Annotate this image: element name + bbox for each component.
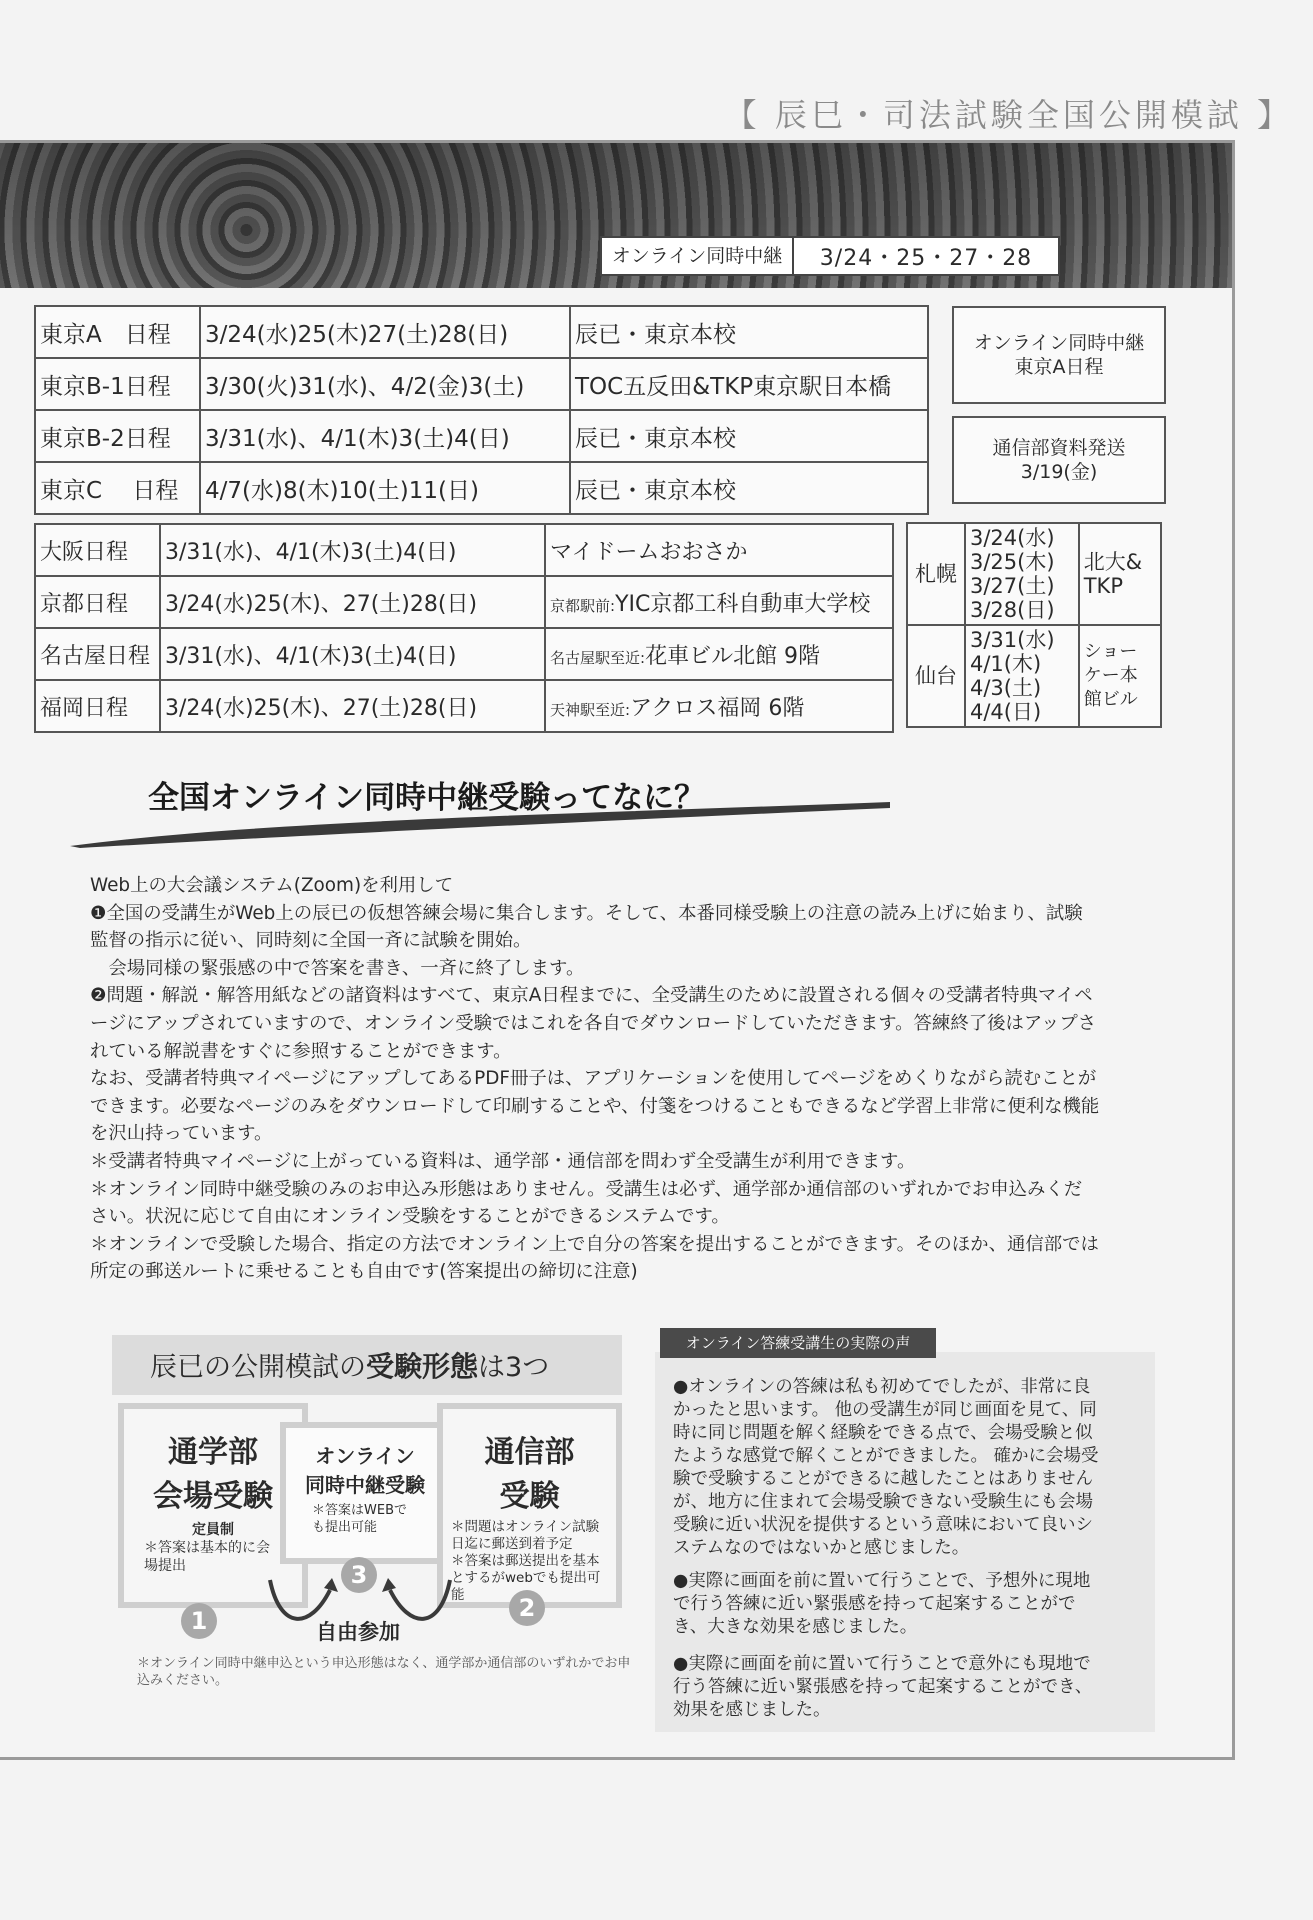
form-note: ＊答案は郵送提出を基本とするがwebでも提出可能 <box>451 1553 601 1603</box>
schedule-name: 東京B-2日程 <box>35 410 200 462</box>
schedule-venue <box>545 524 893 576</box>
date-line: 3/27(土) <box>970 574 1055 598</box>
form-title: 通信部 <box>484 1435 575 1470</box>
schedule-dates: 3/31(水)、4/1(木)3(土)4(日) <box>160 524 545 576</box>
schedule-venue: 辰已・東京本校 <box>570 410 928 462</box>
form-title: オンライン <box>315 1444 415 1468</box>
online-box-line1: オンライン同時中継 <box>973 332 1145 354</box>
body-paragraph: なお、受講者特典マイページにアップしてあるPDF冊子は、アプリケーションを使用してページをめくりながら読むことができます。必要なページのみをダウンロードして印刷することや、付箋をつけることもできるなど学習上非常に便利な機能を沢山持っています。 <box>90 1068 1100 1145</box>
schedule-dates: 3/24(水)25(木)、27(土)28(日) <box>160 680 545 732</box>
city-name: 札幌 <box>907 523 965 625</box>
form-note: ＊答案はWEBでも提出可能 <box>312 1503 407 1535</box>
voice-item: ●実際に画面を前に置いて行うことで意外にも現地で行う答練に近い緊張感を持って起案することができ、効果を感じました。 <box>673 1654 1093 1720</box>
schedule-venue: 辰已・東京本校 <box>570 462 928 514</box>
form-note: ＊答案は基本的に会場提出 <box>144 1540 270 1574</box>
form-number-1: 1 <box>181 1603 217 1639</box>
schedule-venue: 辰已・東京本校 <box>570 306 928 358</box>
venue-line: TKP <box>1083 574 1123 598</box>
city-venue <box>1079 523 1161 625</box>
forms-footnote: ＊オンライン同時中継申込という申込形態はなく、通学部か通信部のいずれかでお申込みください。 <box>137 1656 631 1688</box>
date-line: 4/4(日) <box>970 700 1042 724</box>
online-badge-label: オンライン同時中継 <box>602 238 794 274</box>
venue-line: ケー本 <box>1083 665 1138 686</box>
table-row <box>35 628 893 680</box>
form-title: 同時中継受験 <box>305 1473 425 1497</box>
venue-line: ショー <box>1083 641 1138 662</box>
voice-item: ●実際に画面を前に置いて行うことで、予想外に現地で行う答練に近い緊張感を持って起案することができ、大きな効果を感じました。 <box>673 1571 1091 1637</box>
table-row <box>35 306 928 358</box>
schedule-name: 名古屋日程 <box>35 628 160 680</box>
table-row <box>35 576 893 628</box>
venue-line: 館ビル <box>1083 689 1138 710</box>
forms-title-bold: 受験形態 <box>366 1350 479 1383</box>
city-venue <box>1079 625 1161 727</box>
mail-box-line1: 通信部資料発送 <box>992 437 1126 459</box>
body-paragraph: ＊オンライン同時中継受験のみのお申込み形態はありません。受講生は必ず、通学部か通信部のいずれかでお申込みください。状況に応じて自由にオンライン受験をすることができるシステムです。 <box>90 1178 1083 1228</box>
city-name: 仙台 <box>907 625 965 727</box>
venue-name: 花車ビル北館 9階 <box>645 643 821 669</box>
venue-prefix: 京都駅前: <box>550 596 616 615</box>
schedule-dates: 4/7(水)8(木)10(土)11(日) <box>200 462 570 514</box>
free-participation-label: 自由参加 <box>316 1620 400 1644</box>
table-row <box>907 625 1161 727</box>
section-heading: 全国オンライン同時中継受験ってなに？ <box>148 780 706 816</box>
schedule-venue <box>545 628 893 680</box>
table-row <box>907 523 1161 625</box>
date-line: 3/24(水) <box>970 526 1055 550</box>
section-body <box>90 872 1100 1286</box>
schedule-name: 東京A 日程 <box>35 306 200 358</box>
regional-schedule-table <box>34 523 894 733</box>
table-row <box>35 462 928 514</box>
schedule-venue <box>545 680 893 732</box>
venue-name: アクロス福岡 6階 <box>630 695 805 721</box>
form-number-3: 3 <box>341 1557 377 1593</box>
body-paragraph: ＊受講者特典マイページに上がっている資料は、通学部・通信部を問わず全受講生が利用できます。 <box>90 1150 916 1172</box>
schedule-venue <box>545 576 893 628</box>
form-title: 通学部 <box>168 1435 258 1470</box>
date-line: 3/28(日) <box>970 598 1055 622</box>
table-row <box>35 358 928 410</box>
schedule-dates: 3/31(水)、4/1(木)3(土)4(日) <box>160 628 545 680</box>
body-paragraph: ＊オンラインで受験した場合、指定の方法でオンライン上で自分の答案を提出することができます。そのほか、通信部では所定の郵送ルートに乗せることも自由です(答案提出の締切に注意) <box>90 1233 1099 1283</box>
venue-line: 北大& <box>1083 550 1143 574</box>
date-line: 3/25(木) <box>970 550 1055 574</box>
table-row <box>35 410 928 462</box>
table-row <box>35 524 893 576</box>
voices-label: オンライン答練受講生の実際の声 <box>660 1328 936 1358</box>
date-line: 4/1(木) <box>970 652 1042 676</box>
form-title: 受験 <box>499 1479 560 1514</box>
tokyo-schedule-table <box>34 305 929 515</box>
schedule-dates: 3/24(水)25(木)27(土)28(日) <box>200 306 570 358</box>
form-note: ＊問題はオンライン試験日迄に郵送到着予定 <box>451 1519 600 1552</box>
schedule-name: 福岡日程 <box>35 680 160 732</box>
city-dates <box>965 625 1079 727</box>
date-line: 4/3(土) <box>970 676 1042 700</box>
form-box-correspondence <box>437 1403 622 1608</box>
online-broadcast-box <box>952 306 1166 404</box>
city-dates <box>965 523 1079 625</box>
schedule-name: 大阪日程 <box>35 524 160 576</box>
schedule-dates: 3/30(火)31(水)、4/2(金)3(土) <box>200 358 570 410</box>
schedule-name: 東京B-1日程 <box>35 358 200 410</box>
forms-title-post: は3つ <box>478 1352 550 1383</box>
schedule-name: 京都日程 <box>35 576 160 628</box>
venue-prefix: 名古屋駅至近: <box>550 648 646 667</box>
body-paragraph: ❶全国の受講生がWeb上の辰已の仮想答練会場に集合します。そして、本番同様受験上の注意の読み上げに始まり、試験監督の指示に従い、同時刻に全国一斉に試験を開始。 <box>90 902 1083 952</box>
schedule-name: 東京C 日程 <box>35 462 200 514</box>
form-sub: 定員制 <box>192 1522 234 1538</box>
page-header-title: 【 辰巳・司法試験全国公開模試 】 <box>724 96 1293 134</box>
online-broadcast-badge <box>600 236 1060 276</box>
mail-dispatch-box <box>952 416 1166 504</box>
table-row <box>35 680 893 732</box>
online-badge-dates: 3/24・25・27・28 <box>819 245 1033 271</box>
form-number-2: 2 <box>509 1590 545 1626</box>
schedule-venue: TOC五反田&TKP東京駅日本橋 <box>570 358 928 410</box>
voice-item: ●オンラインの答練は私も初めてでしたが、非常に良かったと思います。 他の受講生が同じ画面を見て、同時に同じ問題を解く経験をできる点で、会場受験と似たような感覚で解くことができました。 確かに会場受験で受験することができるに越したことはありませんが、地方に住まれて会場受験できない受験生にも会場受験に近い状況を提供するという意味において良いシステムなのではないかと感じました。 <box>673 1377 1099 1558</box>
forms-title <box>150 1345 549 1385</box>
body-paragraph: ❷問題・解説・解答用紙などの諸資料はすべて、東京A日程までに、全受講生のために設置される個々の受講者特典マイページにアップされていますので、オンライン受験ではこれを各自でダウンロードしていただきます。答練終了後はアップされている解説書をすぐに参照することができます。 <box>90 985 1097 1062</box>
schedule-dates: 3/24(水)25(木)、27(土)28(日) <box>160 576 545 628</box>
venue-name: マイドームおおさか <box>550 539 748 565</box>
form-box-online <box>280 1422 450 1564</box>
forms-title-pre: 辰已の公開模試の <box>150 1352 366 1383</box>
form-title: 会場受験 <box>153 1479 273 1514</box>
venue-name: YIC京都工科自動車大学校 <box>615 591 871 617</box>
body-paragraph: 会場同様の緊張感の中で答案を書き、一斉に終了します。 <box>90 957 585 979</box>
schedule-dates: 3/31(水)、4/1(木)3(土)4(日) <box>200 410 570 462</box>
online-box-line2: 東京A日程 <box>1014 356 1104 378</box>
mail-box-line2: 3/19(金) <box>1020 461 1098 483</box>
body-paragraph: Web上の大会議システム(Zoom)を利用して <box>90 875 454 896</box>
date-line: 3/31(水) <box>970 628 1055 652</box>
sapporo-sendai-table <box>906 522 1162 728</box>
venue-prefix: 天神駅至近: <box>550 700 631 719</box>
